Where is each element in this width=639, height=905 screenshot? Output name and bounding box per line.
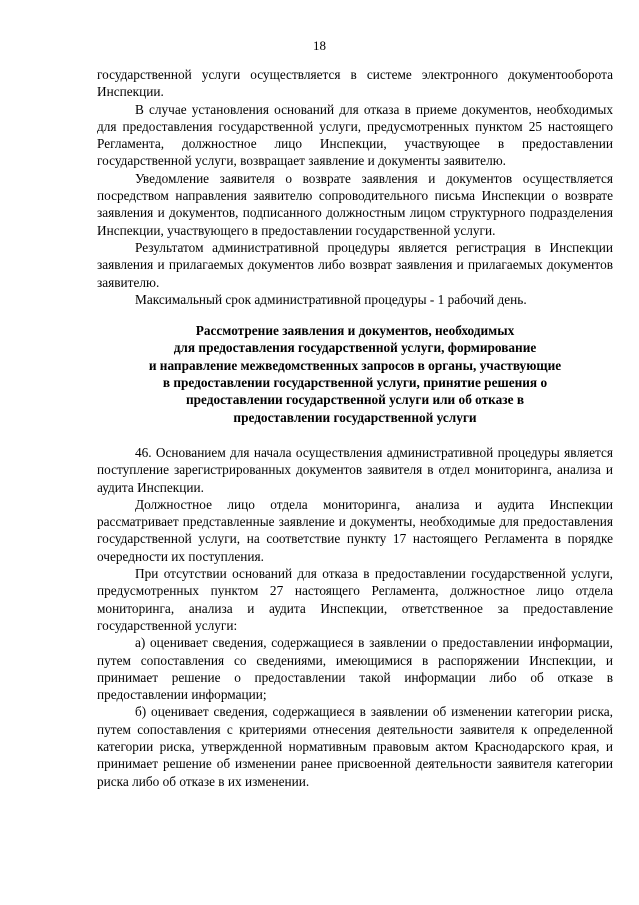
section-heading bbox=[97, 322, 613, 426]
paragraph-item-46: 46. Основанием для начала осуществления административной процедуры является поступление зарегистрированных документов заявителя в отдел мониторинга, анализа и аудита Инспекции. bbox=[97, 444, 613, 495]
paragraph-notification: Уведомление заявителя о возврате заявления и документов осуществляется посредством направления заявителю сопроводительного письма Инспекции о возврате заявления и документов, подписанного должностным лицом структурного подразделения Инспекции, участвующего в предоставлении государственной услуги. bbox=[97, 170, 613, 238]
section-heading-line: предоставлении государственной услуги bbox=[233, 409, 477, 425]
section-heading-line: Рассмотрение заявления и документов, необходимых bbox=[195, 323, 515, 339]
section-heading-line: в предоставлении государственной услуги, принятие решения о bbox=[162, 375, 548, 391]
page-number: 18 bbox=[313, 38, 326, 53]
paragraph-review: Должностное лицо отдела мониторинга, анализа и аудита Инспекции рассматривает представленные заявление и документы, необходимые для предоставления государственной услуги, на соответствие пункту 17 настоящего Регламента в порядке очередности их поступления. bbox=[97, 496, 613, 564]
paragraph-max-term: Максимальный срок административной процедуры - 1 рабочий день. bbox=[135, 291, 527, 307]
paragraph-no-grounds: При отсутствии оснований для отказа в предоставлении государственной услуги, предусмотренных пунктом 27 настоящего Регламента, должностное лицо отдела мониторинга, анализа и аудита Инспекции, ответственное за предоставление государственной услуги: bbox=[97, 566, 613, 633]
paragraph-continuation: государственной услуги осуществляется в системе электронного документооборота Инспекции. bbox=[97, 67, 613, 100]
section-heading-line: для предоставления государственной услуги, формирование bbox=[173, 340, 537, 356]
section-heading-line: и направление межведомственных запросов в органы, участвующие bbox=[148, 357, 562, 373]
section-heading-line: предоставлении государственной услуги или об отказе в bbox=[185, 392, 525, 408]
paragraph-subitem-a: а) оценивает сведения, содержащиеся в заявлении о предоставлении информации, путем сопоставления со сведениями, имеющимися в распоряжении Инспекции, и принимает решение о предоставлении такой информации либо об отказе в предоставлении информации; bbox=[97, 635, 613, 703]
paragraph-subitem-b: б) оценивает сведения, содержащиеся в заявлении об изменении категории риска, путем сопоставления с критериями отнесения деятельности заявителя к определенной категории риска, утвержденной нормативным правовым актом Краснодарского края, и принимает решение об изменении ранее присвоенной деятельности заявителя категории риска либо об отказе в их изменении. bbox=[97, 704, 613, 789]
paragraph-result: Результатом административной процедуры является регистрация в Инспекции заявления и прилагаемых документов либо возврат заявления и прилагаемых документов заявителю. bbox=[97, 239, 613, 290]
document-body bbox=[97, 66, 613, 790]
paragraph-refusal-return: В случае установления оснований для отказа в приеме документов, необходимых для предоставления государственной услуги, предусмотренных пунктом 25 настоящего Регламента, должностное лицо Инспекции, участвующее в предоставлении государственной услуги, возвращает заявление и документы заявителю. bbox=[97, 101, 613, 169]
